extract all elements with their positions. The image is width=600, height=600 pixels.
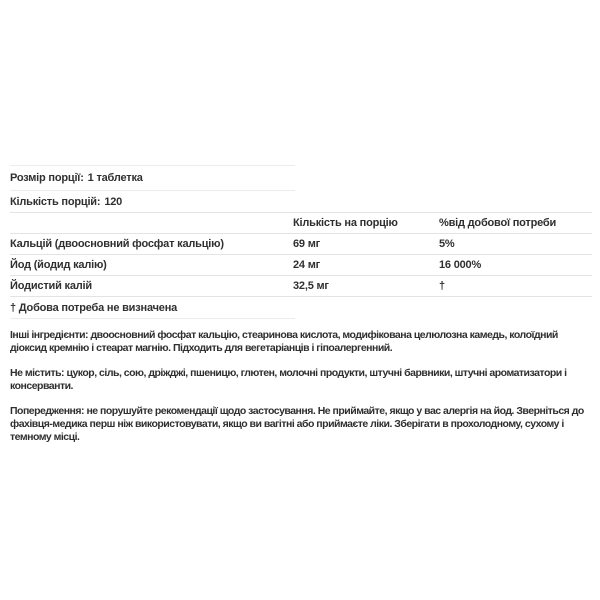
table-row-iodine bbox=[10, 255, 592, 276]
supplement-facts-table bbox=[10, 212, 592, 319]
servings-count-value: 120 bbox=[104, 195, 123, 208]
table-row-calcium bbox=[10, 234, 592, 255]
ingredient-daily-value: 16 000% bbox=[439, 259, 482, 271]
footnote-divider bbox=[10, 318, 295, 319]
ingredient-amount: 69 мг bbox=[293, 238, 321, 250]
does-not-contain-paragraph bbox=[10, 367, 592, 393]
ingredient-name: Йодистий калій bbox=[10, 280, 92, 292]
ingredient-name: Йод (йодид калію) bbox=[10, 259, 107, 271]
supplement-facts-panel bbox=[10, 165, 592, 444]
ingredient-amount: 24 мг bbox=[293, 259, 321, 271]
warnings-paragraph bbox=[10, 405, 592, 444]
other-ingredients-label: Інші інгредієнти: bbox=[10, 329, 89, 341]
serving-size-row bbox=[10, 165, 295, 190]
does-not-contain-label: Не містить: bbox=[10, 367, 65, 379]
column-header-daily-value: %від добової потреби bbox=[439, 217, 557, 229]
warnings-label: Попередження: bbox=[10, 405, 85, 417]
ingredient-daily-value: † bbox=[439, 280, 445, 292]
serving-size-label: Розмір порції: bbox=[10, 172, 84, 184]
servings-count-row bbox=[10, 190, 295, 212]
table-header-row bbox=[10, 213, 592, 234]
other-ingredients-paragraph bbox=[10, 329, 592, 355]
column-header-amount: Кількість на порцію bbox=[293, 217, 398, 229]
does-not-contain-text: цукор, сіль, сою, дріжджі, пшеницю, глютен, молочні продукти, штучні барвники, штучні ароматизатори і консерванти. bbox=[10, 367, 567, 392]
table-footnote-text: † Добова потреба не визначена bbox=[10, 301, 178, 314]
ingredient-amount: 32,5 мг bbox=[293, 280, 329, 292]
table-row-potassium-iodide bbox=[10, 276, 592, 297]
ingredient-daily-value: 5% bbox=[439, 238, 455, 250]
other-ingredients-text: двоосновний фосфат кальцію, стеаринова кислота, модифікована целюлозна камедь, колоїдний діоксид кремнію і стеарат магнію. Підходить для вегетаріанців і гіпоалергенний. bbox=[10, 329, 558, 354]
warnings-text: не порушуйте рекомендації щодо застосування. Не приймайте, якщо у вас алергія на йод. Зверніться до фахівця-медика перш ніж використовувати, якщо ви вагітні або приймаєте ліки. Зберігати в прохолодному, сухому і темному місці. bbox=[10, 405, 584, 443]
ingredient-name: Кальцій (двоосновний фосфат кальцію) bbox=[10, 238, 224, 250]
servings-count-label: Кількість порцій: bbox=[10, 195, 101, 208]
serving-size-value: 1 таблетка bbox=[87, 172, 143, 184]
table-footnote bbox=[10, 297, 592, 318]
